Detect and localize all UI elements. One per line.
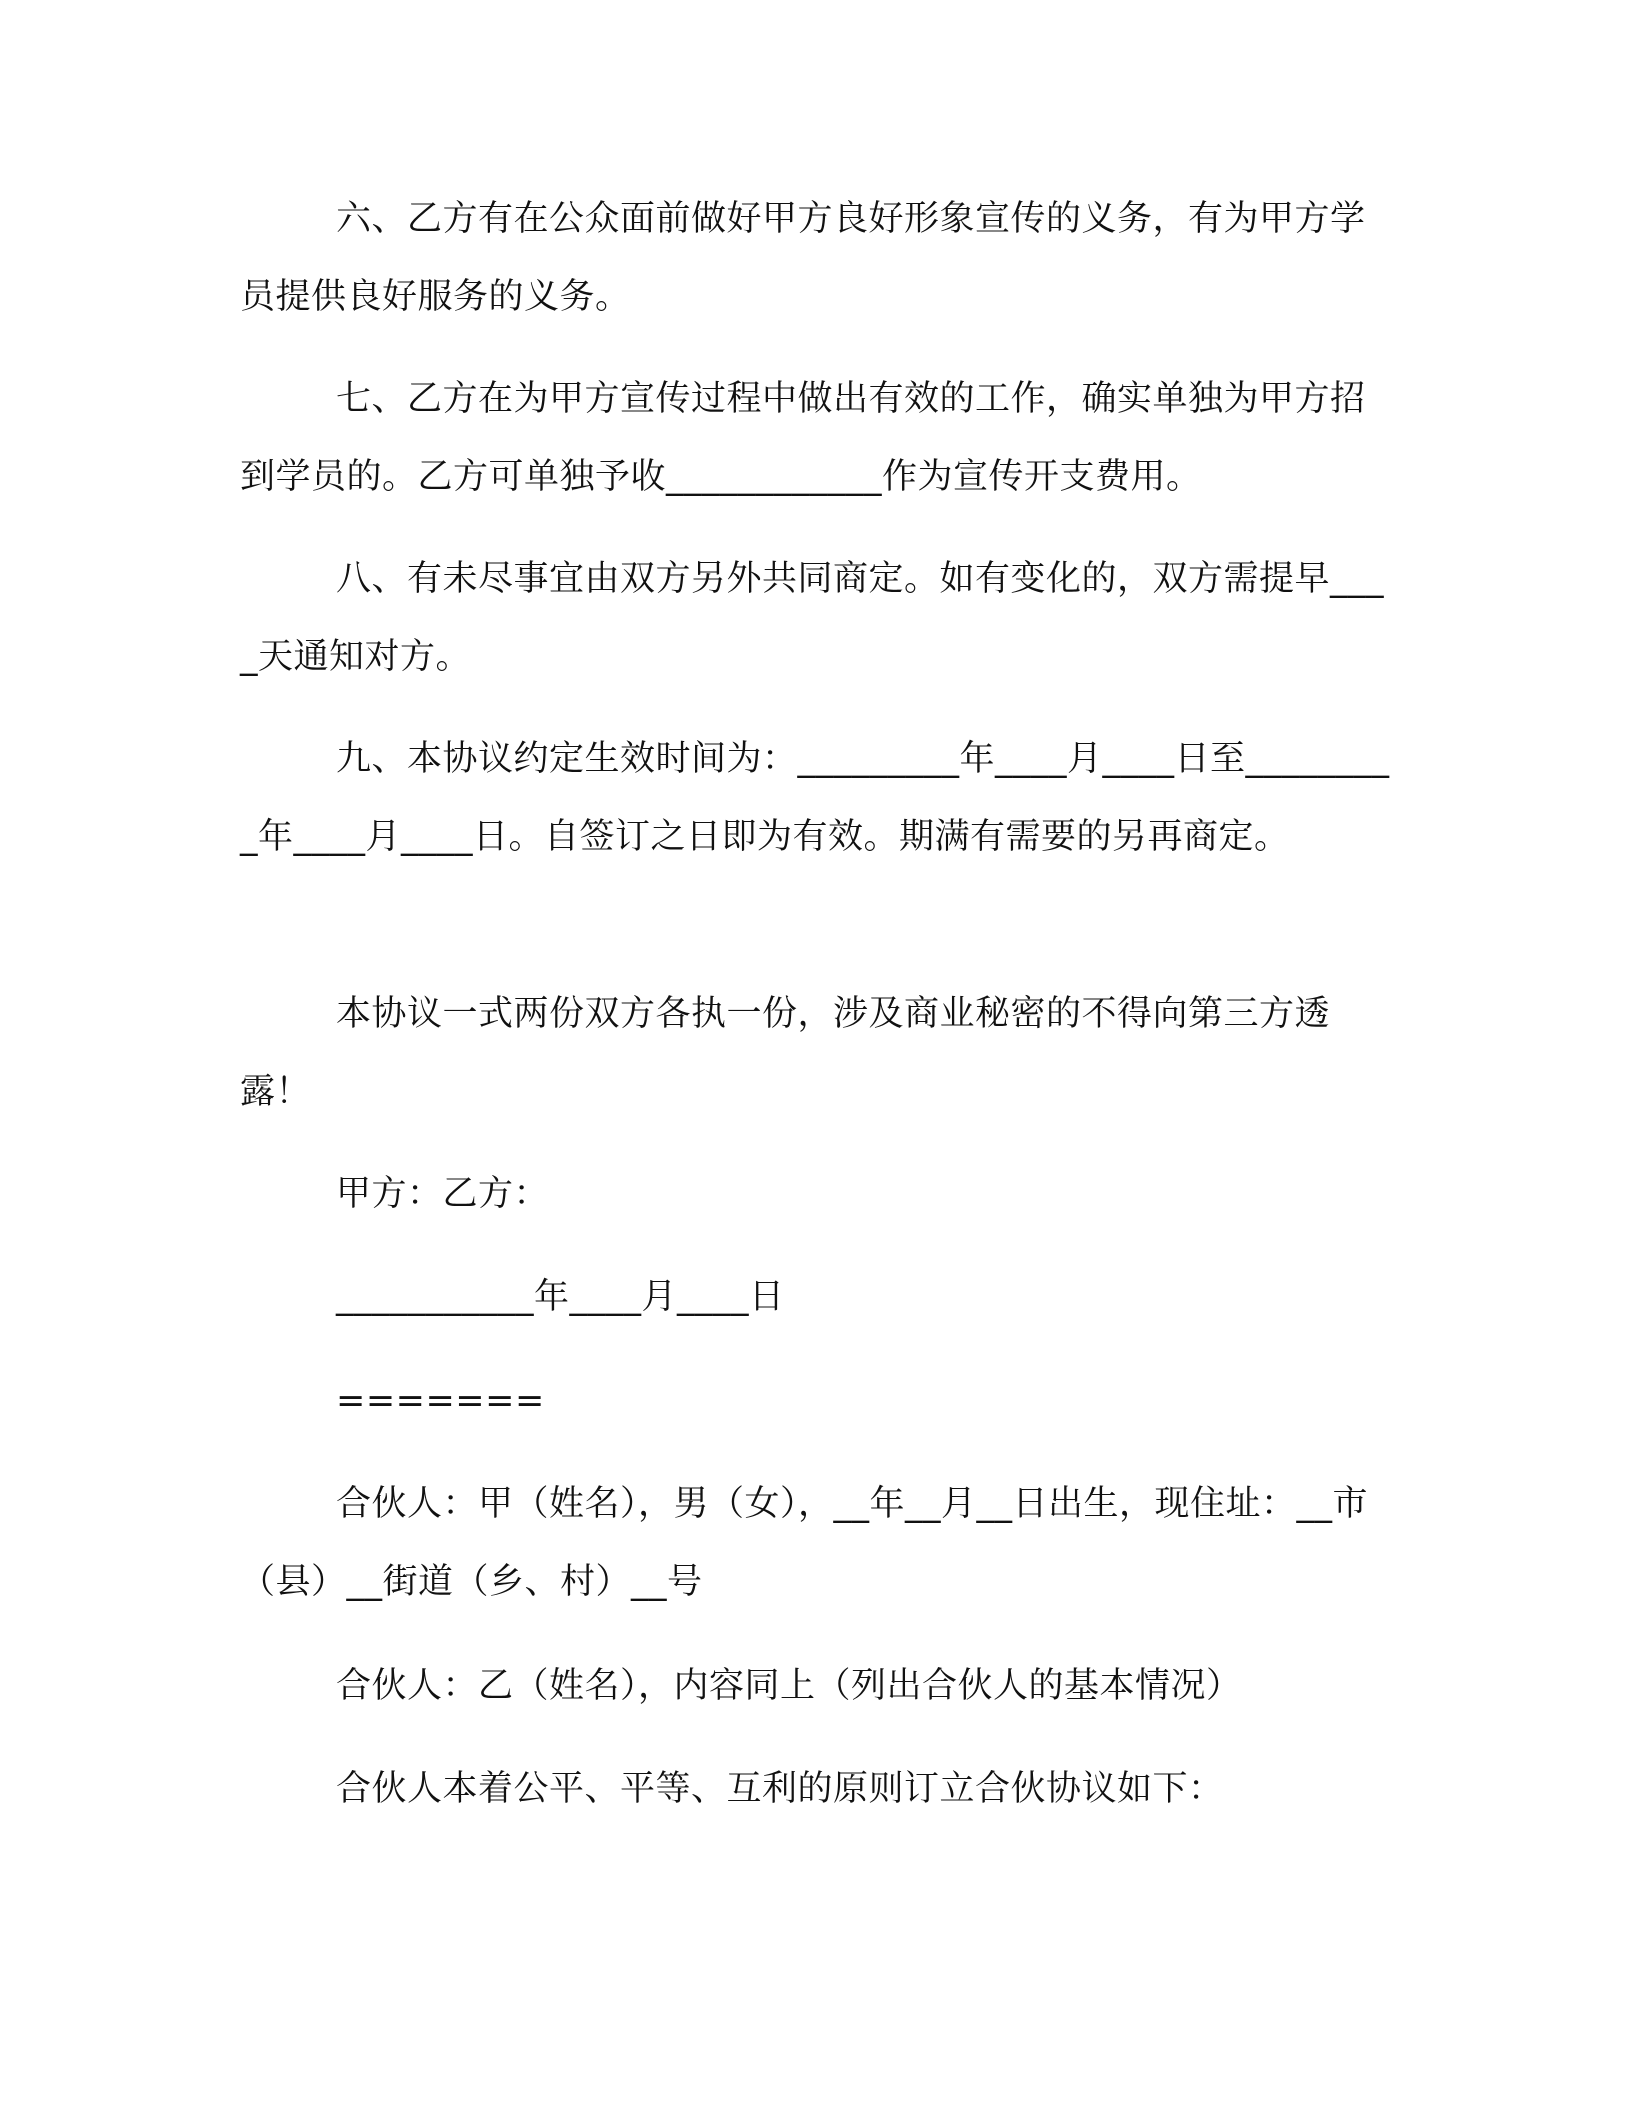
section-divider: =======	[336, 1381, 545, 1421]
clause-six: 六、乙方有在公众面前做好甲方良好形象宣传的义务，有为甲方学员提供良好服务的义务。	[240, 199, 1366, 317]
copies-statement: 本协议一式两份双方各执一份，涉及商业秘密的不得向第三方透露！	[240, 994, 1331, 1112]
partner-a-info: 合伙人：甲（姓名），男（女），__年__月__日出生，现住址：__市（县）__街道（乡、村）__号	[240, 1484, 1369, 1602]
signature-date: ___________年____月____日	[336, 1277, 785, 1317]
partner-b-info: 合伙人：乙（姓名），内容同上（列出合伙人的基本情况）	[336, 1666, 1242, 1706]
signature-parties: 甲方：乙方：	[336, 1174, 550, 1214]
clause-seven: 七、乙方在为甲方宣传过程中做出有效的工作，确实单独为甲方招到学员的。乙方可单独予收____________作为宣传开支费用。	[240, 379, 1366, 497]
agreement-preamble: 合伙人本着公平、平等、互利的原则订立合伙协议如下：	[336, 1769, 1224, 1809]
clause-eight: 八、有未尽事宜由双方另外共同商定。如有变化的，双方需提早____天通知对方。	[240, 559, 1385, 677]
clause-nine: 九、本协议约定生效时间为：_________年____月____日至_________年____月____日。自签订之日即为有效。期满有需要的另再商定。	[240, 739, 1390, 857]
